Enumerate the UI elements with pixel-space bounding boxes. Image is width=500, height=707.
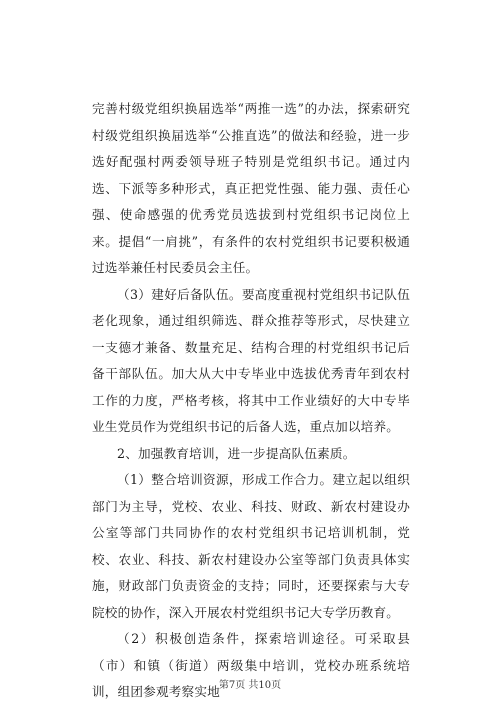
paragraph-training-approaches: （2）积极创造条件，探索培训途径。可采取县（市）和镇（街道）两级集中培训，党校办班系统培训，组团参观考察实地 <box>92 631 410 699</box>
paragraph-integrate-resources: （1）整合培训资源，形成工作合力。建立起以组织部门为主导，党校、农业、科技、财政、新农村建设办公室等部门共同协作的农村党组织书记培训机制，党校、农业、科技、新农村建设办公室等部门负责具体实施，财政部门负责资金的支持；同时，还要探索与大专院校的协作，深入开展农村党组织书记大专学历教育。 <box>92 472 410 620</box>
paragraph-reserve-team: （3）建好后备队伍。要高度重视村党组织书记队伍老化现象，通过组织筛选、群众推荐等形式，尽快建立一支德才兼备、数量充足、结构合理的村党组织书记后备干部队伍。加大从大中专毕业中选拔优秀青年到农村工作的力度，严格考核，将其中工作业绩好的大中专毕业生党员作为党组织书记的后备人选，重点加以培养。 <box>92 286 410 434</box>
document-body <box>92 96 410 706</box>
paragraph-continuation: 完善村级党组织换届选举“两推一选”的办法，探索研究村级党组织换届选举“公推直选”的做法和经验，进一步选好配强村两委领导班子特别是党组织书记。通过内选、下派等多种形式，真正把党性强、能力强、责任心强、使命感强的优秀党员选拔到村党组织书记岗位上来。提倡“一肩挑”，有条件的农村党组织书记要积极通过选举兼任村民委员会主任。 <box>92 101 410 275</box>
page-number-footer: 第7页 共10页 <box>218 680 282 691</box>
section-heading-training: 2、加强教育培训，进一步提高队伍素质。 <box>117 445 356 461</box>
